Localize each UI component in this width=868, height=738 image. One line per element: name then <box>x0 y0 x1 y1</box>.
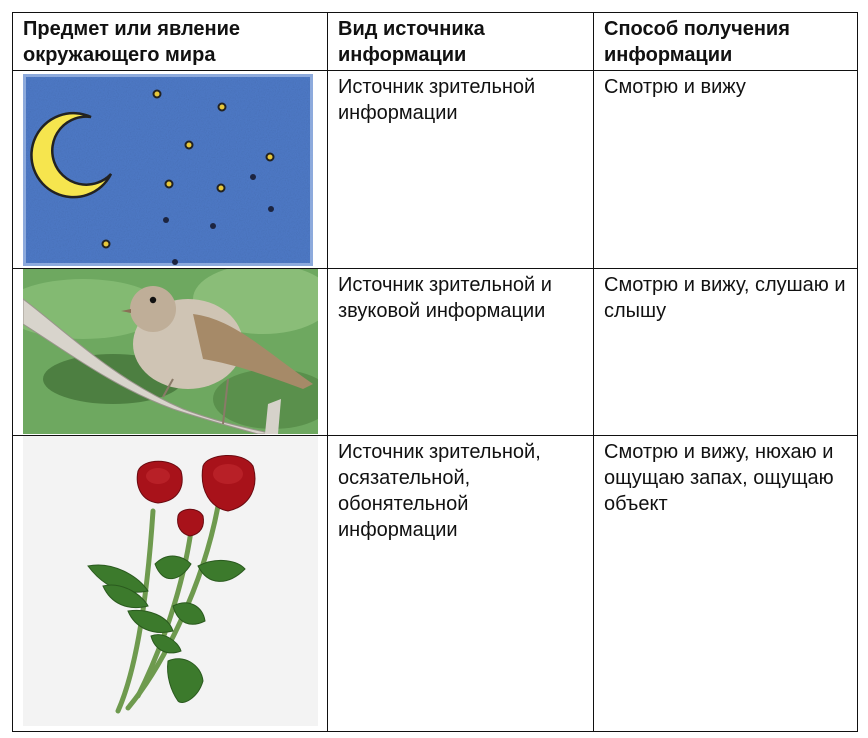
method-cell: Смотрю и вижу <box>594 71 858 269</box>
header-method: Способ получения информации <box>594 13 858 71</box>
object-cell <box>13 71 328 269</box>
source-type-cell: Источник зрительной, осязательной, обонятельной информации <box>328 436 594 732</box>
table-row <box>13 71 858 269</box>
table-row <box>13 436 858 732</box>
source-type-cell: Источник зрительной информации <box>328 71 594 269</box>
header-source-type: Вид источника информации <box>328 13 594 71</box>
header-row <box>13 13 858 71</box>
object-cell <box>13 436 328 732</box>
night-sky-image <box>23 74 313 266</box>
method-cell: Смотрю и вижу, нюхаю и ощущаю запах, ощущаю объект <box>594 436 858 732</box>
roses-image <box>23 436 318 726</box>
source-type-cell: Источник зрительной и звуковой информации <box>328 269 594 436</box>
bird-image <box>23 269 318 434</box>
object-cell <box>13 269 328 436</box>
info-sources-table <box>12 12 858 732</box>
table-row <box>13 269 858 436</box>
header-object: Предмет или явление окружающего мира <box>13 13 328 71</box>
method-cell: Смотрю и вижу, слушаю и слышу <box>594 269 858 436</box>
